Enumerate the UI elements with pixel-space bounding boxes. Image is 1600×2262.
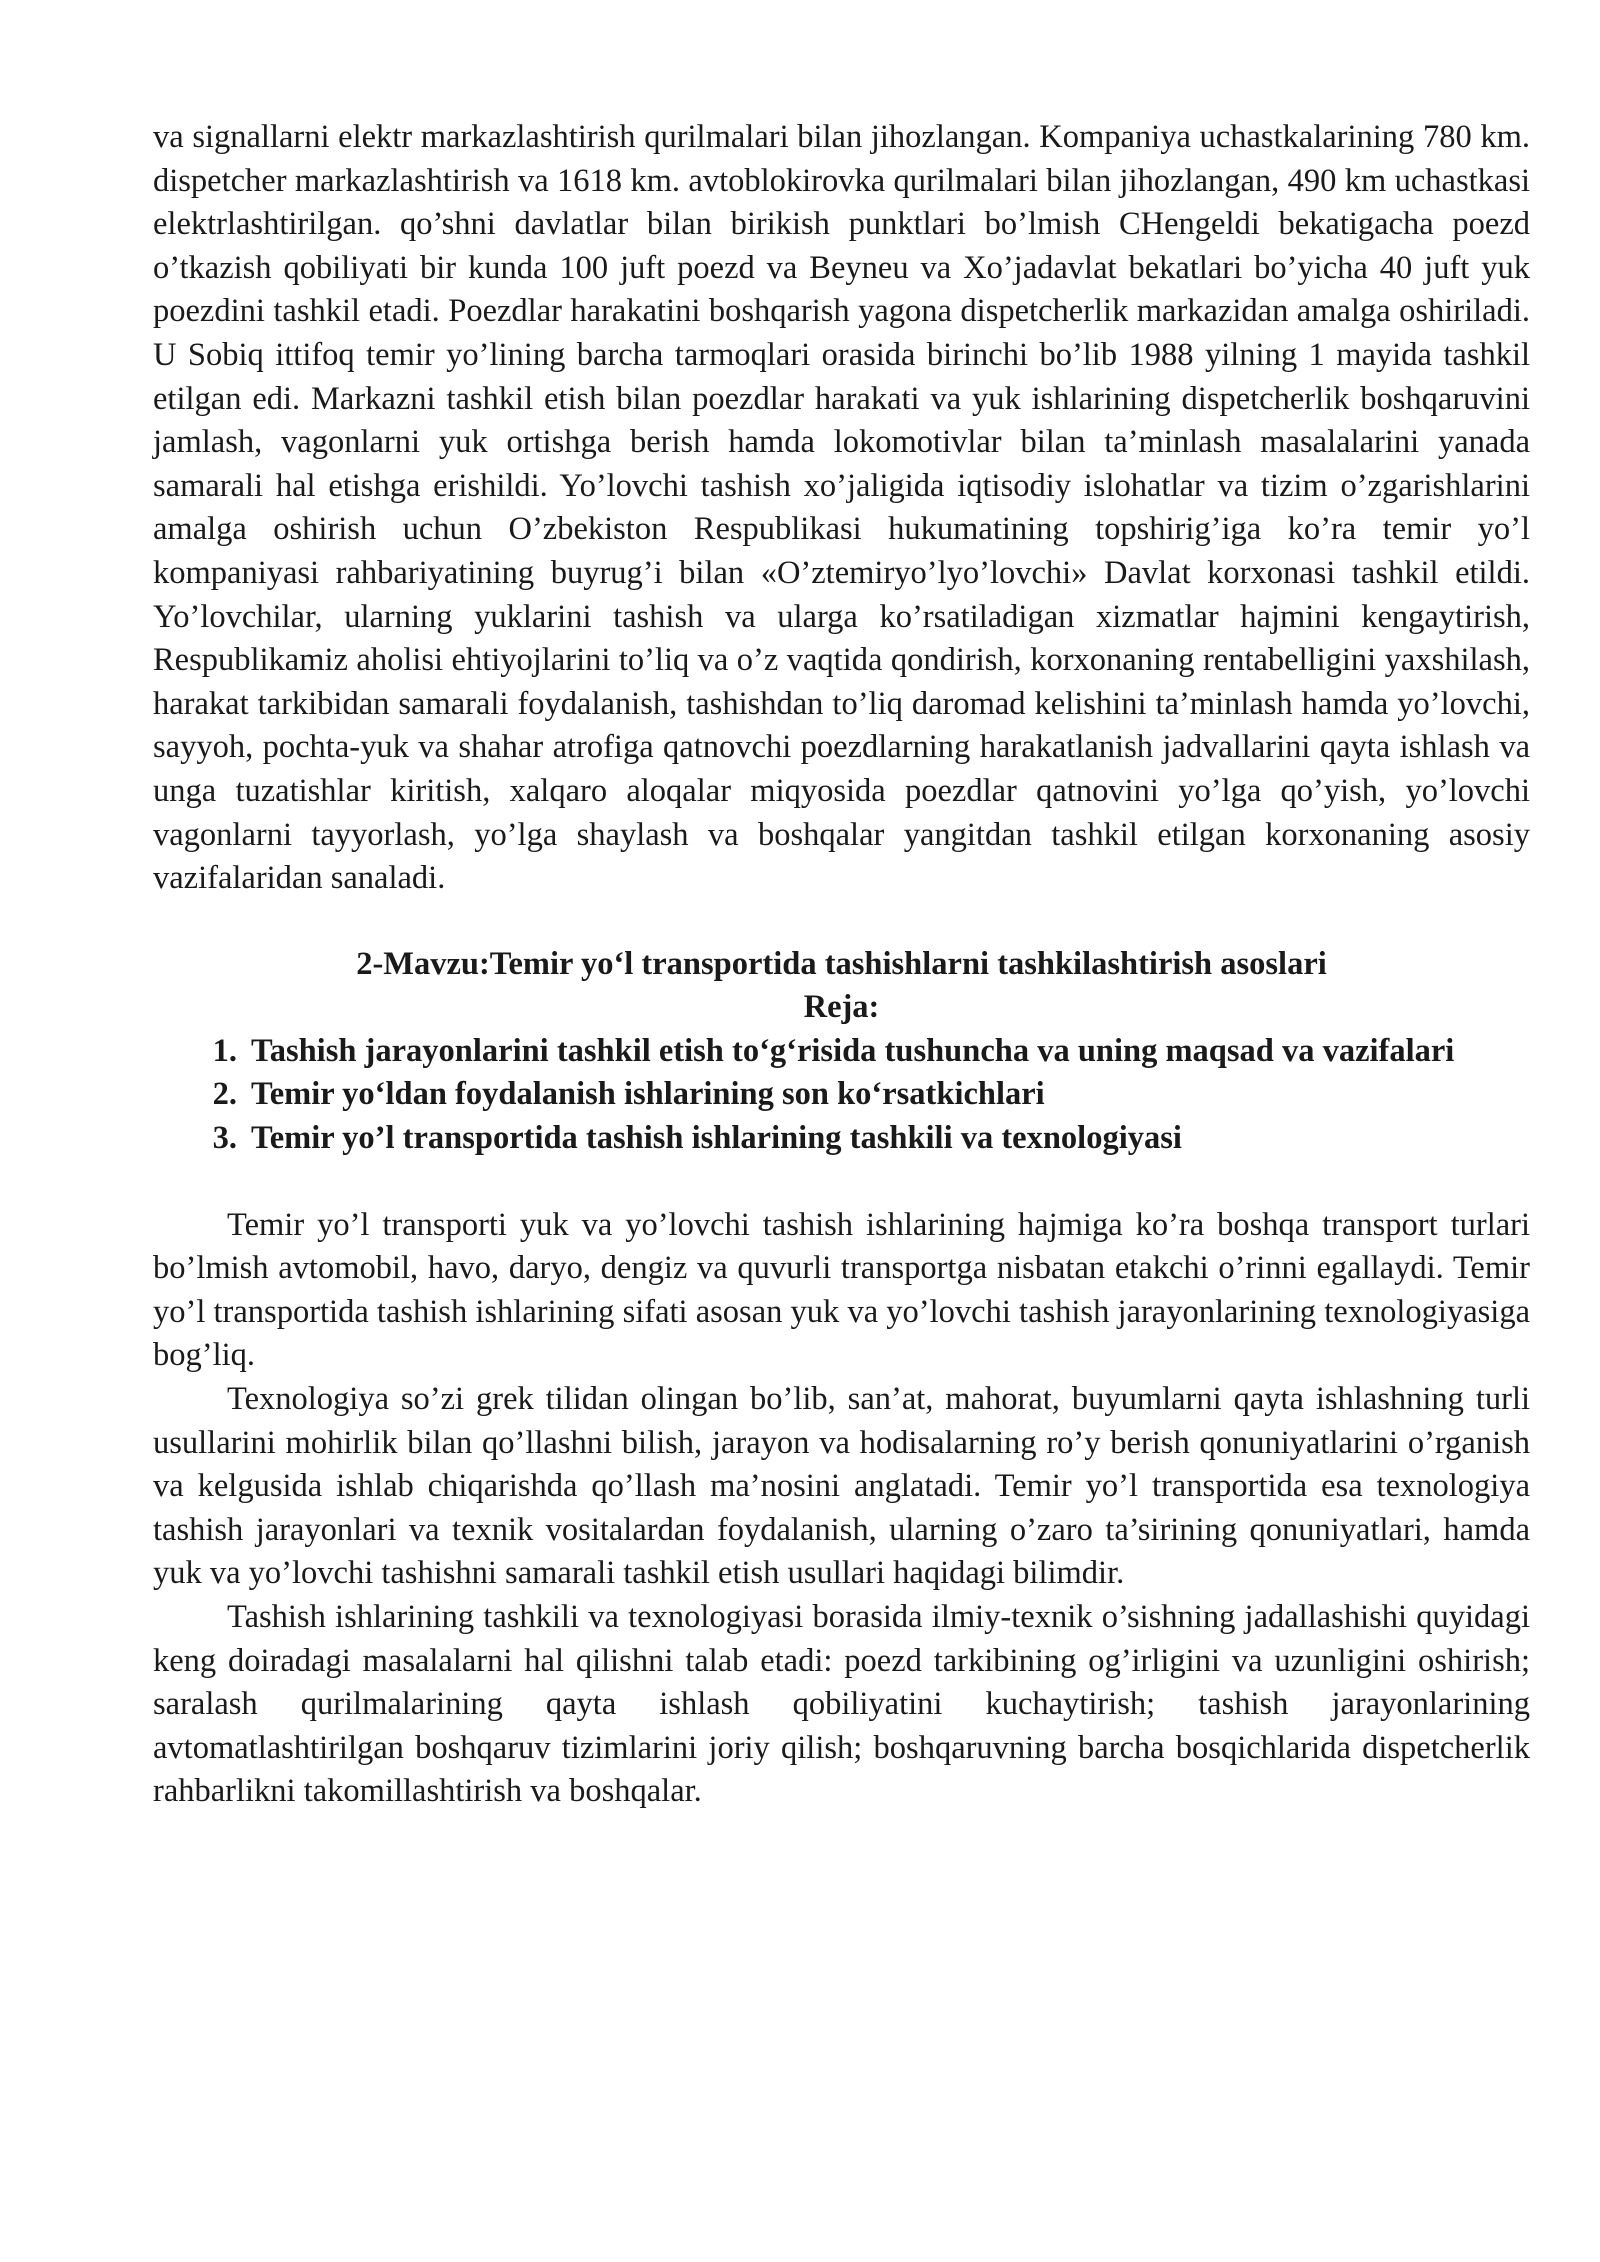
body-paragraph: Texnologiya so’zi grek tilidan olingan bo’lib, san’at, mahorat, buyumlarni qayta ishlashning turli usullarini mohirlik bilan qo’llashni bilish, jarayon va hodisalarning ro’y berish qonuniyatlarini o’rganish va kelgusida ishlab chiqarishda qo’llash ma’nosini anglatadi. Temir yo’l transportida esa texnologiya tashish jarayonlari va texnik vositalardan foydalanish, ularning o’zaro ta’sirining qonuniyatlari, hamda yuk va yo’lovchi tashishni samarali tashkil etish usullari haqidagi bilimdir. — [153, 1381, 1530, 1592]
document-page — [153, 116, 1530, 1814]
body-paragraph: Temir yo’l transporti yuk va yo’lovchi tashish ishlarining hajmiga ko’ra boshqa transport turlari bo’lmish avtomobil, havo, daryo, dengiz va quvurli transportga nisbatan etakchi o’rinni egallaydi. Temir yo’l transportida tashish ishlarining sifati asosan yuk va yo’lovchi tashish jarayonlarining texnologiyasiga bog’liq. — [153, 1206, 1530, 1374]
body-paragraph: Tashish ishlarining tashkili va texnologiyasi borasida ilmiy-texnik o’sishning jadallashishi quyidagi keng doiradagi masalalarni hal qilishni talab etadi: poezd tarkibining og’irligini va uzunligini oshirish; saralash qurilmalarining qayta ishlash qobiliyatini kuchaytirish; tashish jarayonlarining avtomatlashtirilgan boshqaruv tizimlarini joriy qilish; boshqaruvning barcha bosqichlarida dispetcherlik rahbarlikni takomillashtirish va boshqalar. — [153, 1599, 1530, 1810]
plan-item-text: Temir yo’l transportida tashish ishlarining tashkili va texnologiyasi — [251, 1120, 1182, 1157]
plan-item-number: 2. — [212, 1076, 237, 1113]
plan-item-number: 1. — [212, 1032, 237, 1069]
plan-item — [153, 1030, 1530, 1074]
body-text — [153, 1204, 1530, 1814]
plan-list — [153, 1030, 1530, 1161]
plan-item — [153, 1073, 1530, 1117]
plan-item-text: Tashish jarayonlarini tashkil etish to‘g‘risida tushuncha va uning maqsad va vazifalari — [251, 1032, 1455, 1069]
plan-label: Reja: — [803, 989, 880, 1026]
topic-title: 2-Mavzu:Temir yo‘l transportida tashishlarni tashkilashtirish asoslari — [356, 945, 1327, 982]
plan-item — [153, 1117, 1530, 1161]
top-paragraph: va signallarni elektr markazlashtirish qurilmalari bilan jihozlangan. Kompaniya uchastkalarining 780 km. dispetcher markazlashtirish va 1618 km. avtoblokirovka qurilmalari bilan jihozlangan, 490 km uchastkasi elektrlashtirilgan. qo’shni davlatlar bilan birikish punktlari bo’lmish CHengeldi bekatigacha poezd o’tkazish qobiliyati bir kunda 100 juft poezd va Beyneu va Xo’jadavlat bekatlari bo’yicha 40 juft yuk poezdini tashkil etadi. Poezdlar harakatini boshqarish yagona dispetcherlik markazidan amalga oshiriladi. U Sobiq ittifoq temir yo’lining barcha tarmoqlari orasida birinchi bo’lib 1988 yilning 1 mayida tashkil etilgan edi. Markazni tashkil etish bilan poezdlar harakati va yuk ishlarining dispetcherlik boshqaruvini jamlash, vagonlarni yuk ortishga berish hamda lokomotivlar bilan ta’minlash masalalarini yanada samarali hal etishga erishildi. Yo’lovchi tashish xo’jaligida iqtisodiy islohatlar va tizim o’zgarishlarini amalga oshirish uchun O’zbekiston Respublikasi hukumatining topshirig’iga ko’ra temir yo’l kompaniyasi rahbariyatining buyrug’i bilan «O’ztemiryo’lyo’lovchi» Davlat korxonasi tashkil etildi. Yo’lovchilar, ularning yuklarini tashish va ularga ko’rsatiladigan xizmatlar hajmini kengaytirish, Respublikamiz aholisi ehtiyojlarini to’liq va o’z vaqtida qondirish, korxonaning rentabelligini yaxshilash, harakat tarkibidan samarali foydalanish, tashishdan to’liq daromad kelishini ta’minlash hamda yo’lovchi, sayyoh, pochta-yuk va shahar atrofiga qatnovchi poezdlarning harakatlanish jadvallarini qayta ishlash va unga tuzatishlar kiritish, xalqaro aloqalar miqyosida poezdlar qatnovini yo’lga qo’yish, yo’lovchi vagonlarni tayyorlash, yo’lga shaylash va boshqalar yangitdan tashkil etilgan korxonaning asosiy vazifalaridan sanaladi. — [153, 119, 1530, 897]
plan-item-text: Temir yo‘ldan foydalanish ishlarining son ko‘rsatkichlari — [251, 1076, 1045, 1113]
plan-item-number: 3. — [212, 1120, 237, 1157]
